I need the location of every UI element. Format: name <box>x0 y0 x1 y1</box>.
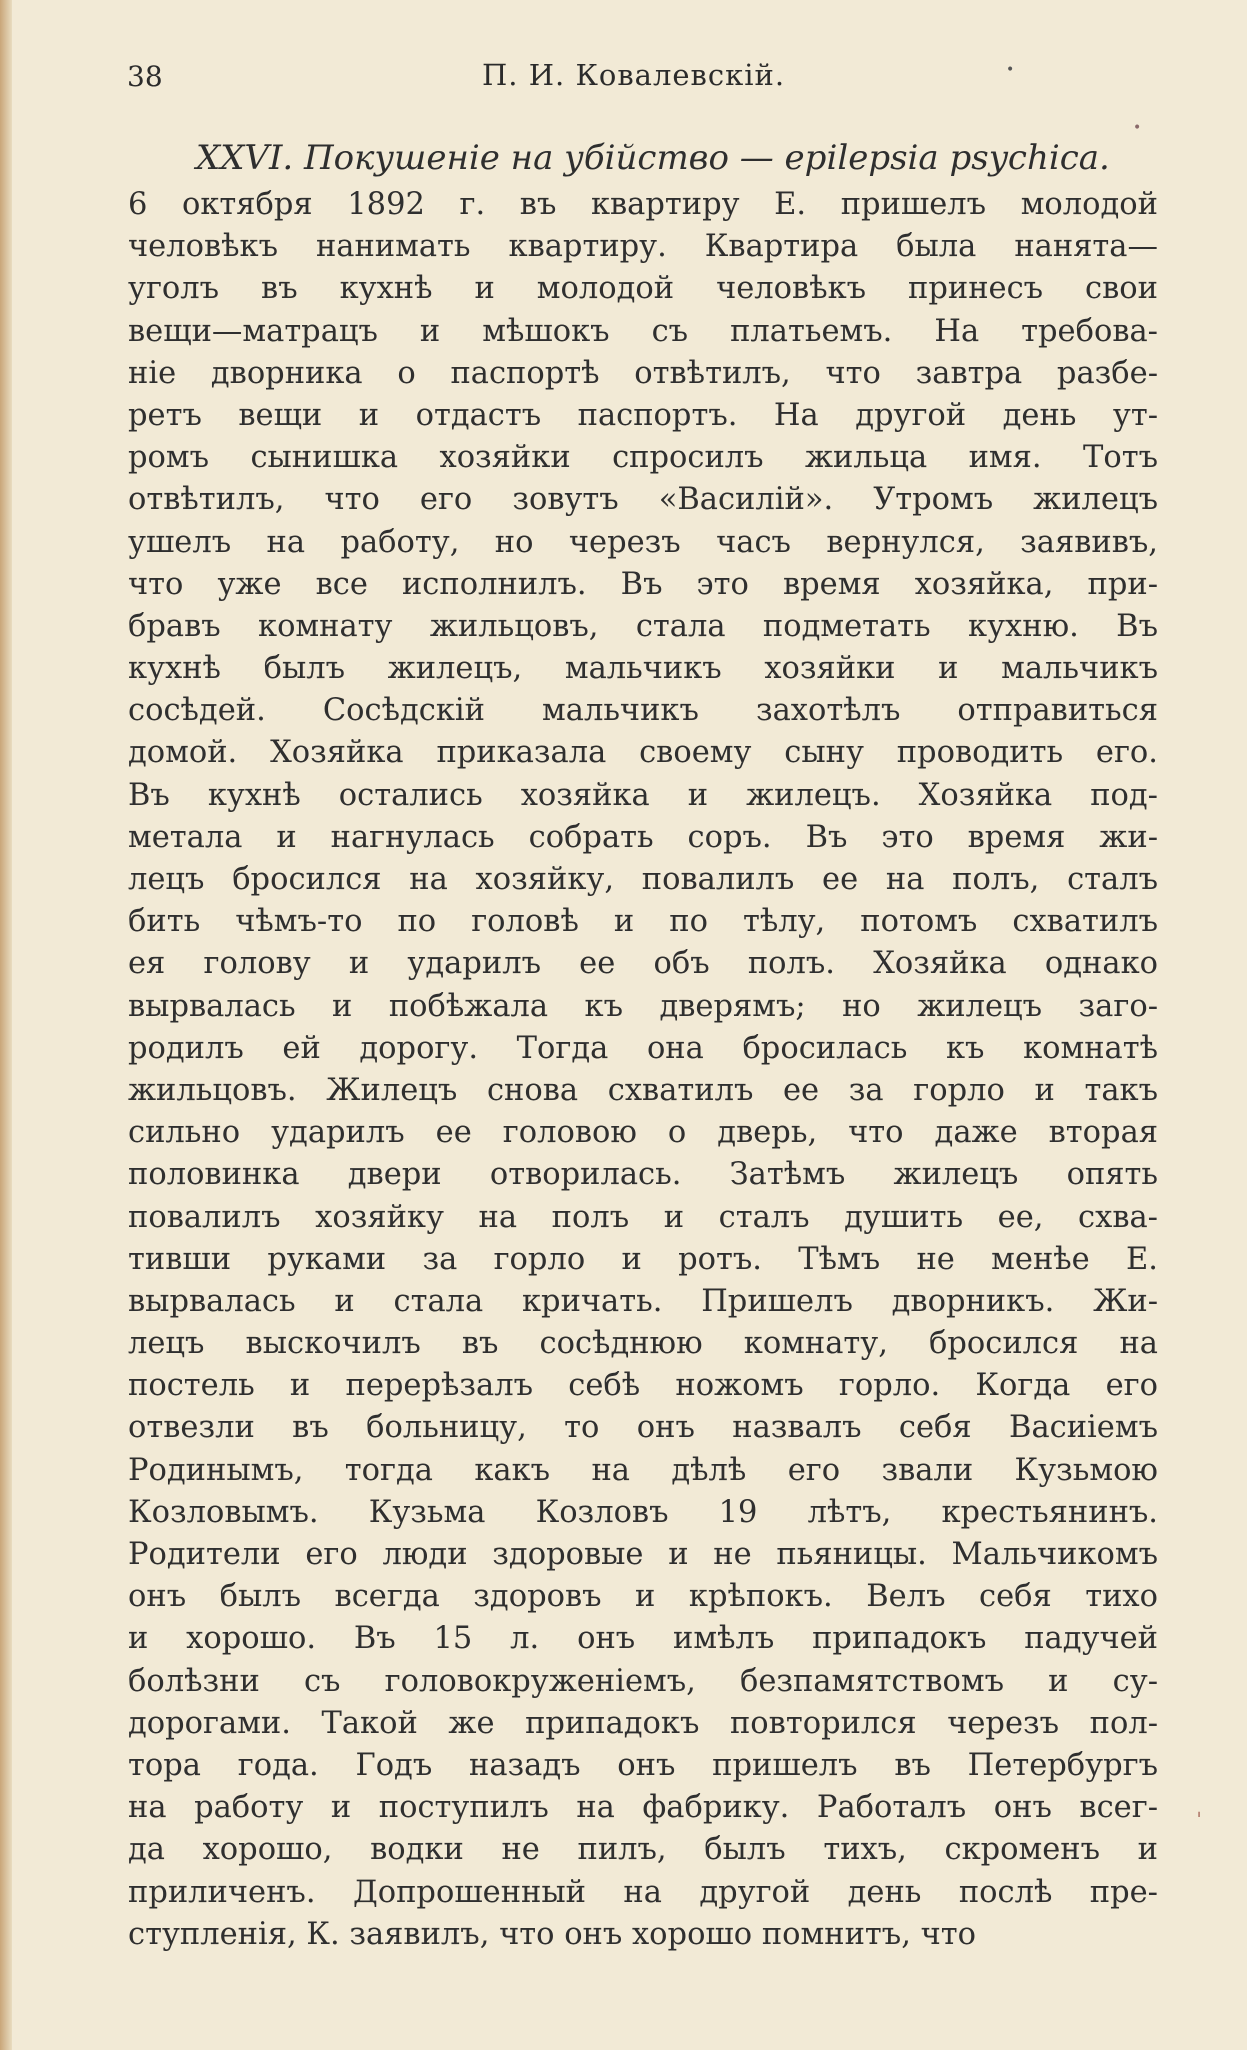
text-line: что уже все исполнилъ. Въ это время хозяйка, при- <box>128 566 1158 602</box>
text-line: бить чѣмъ-то по головѣ и по тѣлу, потомъ схватилъ <box>128 904 1158 940</box>
text-line: повалилъ хозяйку на полъ и сталъ душить ее, схва- <box>128 1199 1158 1235</box>
text-line: и хорошо. Въ 15 л. онъ имѣлъ припадокъ падучей <box>128 1621 1158 1657</box>
text-line: ушелъ на работу, но черезъ часъ вернулся, заявивъ, <box>128 524 1158 560</box>
print-speck: • <box>1006 62 1015 78</box>
text-line: ея голову и ударилъ ее объ полъ. Хозяйка однако <box>128 946 1158 982</box>
text-line: вещи—матрацъ и мѣшокъ съ платьемъ. На требова- <box>128 313 1158 349</box>
text-line: отвѣтилъ, что его зовутъ «Василій». Утромъ жилецъ <box>128 482 1158 518</box>
text-line: Въ кухнѣ остались хозяйка и жилецъ. Хозяйка под- <box>128 777 1158 813</box>
text-line: вырвалась и стала кричать. Пришелъ дворникъ. Жи- <box>128 1283 1158 1319</box>
page-number: 38 <box>127 60 163 93</box>
text-line: отвезли въ больницу, то онъ назвалъ себя Васиіемъ <box>128 1410 1158 1446</box>
text-line: тора года. Годъ назадъ онъ пришелъ въ Петербургъ <box>128 1747 1158 1783</box>
running-head: П. И. Ковалевскій. <box>482 58 786 92</box>
text-line: сильно ударилъ ее головою о дверь, что даже вторая <box>128 1115 1158 1151</box>
text-line: онъ былъ всегда здоровъ и крѣпокъ. Велъ себя тихо <box>128 1579 1158 1615</box>
text-line: на работу и поступилъ на фабрику. Работалъ онъ всег- <box>128 1790 1158 1826</box>
body-text <box>128 184 1158 1956</box>
text-line: бравъ комнату жильцовъ, стала подметать кухню. Въ <box>128 608 1158 644</box>
text-line: лецъ выскочилъ въ сосѣднюю комнату, бросился на <box>128 1326 1158 1362</box>
text-line: ніе дворника о паспортѣ отвѣтилъ, что завтра разбе- <box>128 355 1158 391</box>
text-line: лецъ бросился на хозяйку, повалилъ ее на полъ, сталъ <box>128 862 1158 897</box>
text-line: вырвалась и побѣжала къ дверямъ; но жилецъ заго- <box>128 988 1158 1024</box>
page-header <box>127 52 1147 112</box>
text-line: Родители его люди здоровые и не пьяницы. Мальчикомъ <box>128 1537 1158 1572</box>
print-speck: ˈ <box>1196 1810 1203 1835</box>
text-line: жильцовъ. Жилецъ снова схватилъ ее за горло и такъ <box>128 1072 1158 1108</box>
text-line: ретъ вещи и отдастъ паспортъ. На другой день ут- <box>128 397 1158 433</box>
text-line: 6 октября 1892 г. въ квартиру Е. пришелъ молодой <box>128 187 1158 222</box>
text-line: Родинымъ, тогда какъ на дѣлѣ его звали Кузьмою <box>128 1452 1158 1488</box>
text-line: метала и нагнулась собрать соръ. Въ это время жи- <box>128 819 1158 855</box>
text-line: приличенъ. Допрошенный на другой день послѣ пре- <box>128 1874 1158 1910</box>
text-line: тивши руками за горло и ротъ. Тѣмъ не менѣе Е. <box>128 1241 1158 1277</box>
text-line: постель и перерѣзалъ себѣ ножомъ горло. Когда его <box>128 1368 1158 1404</box>
text-line: болѣзни съ головокруженіемъ, безпамятствомъ и су- <box>128 1663 1158 1699</box>
text-line: Козловымъ. Кузьма Козловъ 19 лѣтъ, крестьянинъ. <box>128 1494 1158 1530</box>
text-line: ступленія, К. заявилъ, что онъ хорошо помнитъ, что <box>128 1916 976 1952</box>
text-line: кухнѣ былъ жилецъ, мальчикъ хозяйки и мальчикъ <box>128 651 1158 687</box>
text-line: половинка двери отворилась. Затѣмъ жилецъ опять <box>128 1157 1158 1193</box>
page-binding-edge <box>0 0 12 2050</box>
text-line: ромъ сынишка хозяйки спросилъ жильца имя. Тотъ <box>128 440 1158 476</box>
print-speck: • <box>1133 120 1142 136</box>
text-line: домой. Хозяйка приказала своему сыну проводить его. <box>128 735 1158 771</box>
section-title: XXVI. Покушеніе на убійство — epilepsia psychica. <box>196 138 1110 178</box>
text-line: человѣкъ нанимать квартиру. Квартира была нанята— <box>128 229 1158 265</box>
text-line: сосѣдей. Сосѣдскій мальчикъ захотѣлъ отправиться <box>128 693 1158 729</box>
text-line: да хорошо, водки не пилъ, былъ тихъ, скроменъ и <box>128 1832 1158 1868</box>
text-line: дорогами. Такой же припадокъ повторился черезъ пол- <box>128 1705 1158 1741</box>
text-line: уголъ въ кухнѣ и молодой человѣкъ принесъ свои <box>128 271 1158 307</box>
text-line: родилъ ей дорогу. Тогда она бросилась къ комнатѣ <box>128 1030 1158 1066</box>
